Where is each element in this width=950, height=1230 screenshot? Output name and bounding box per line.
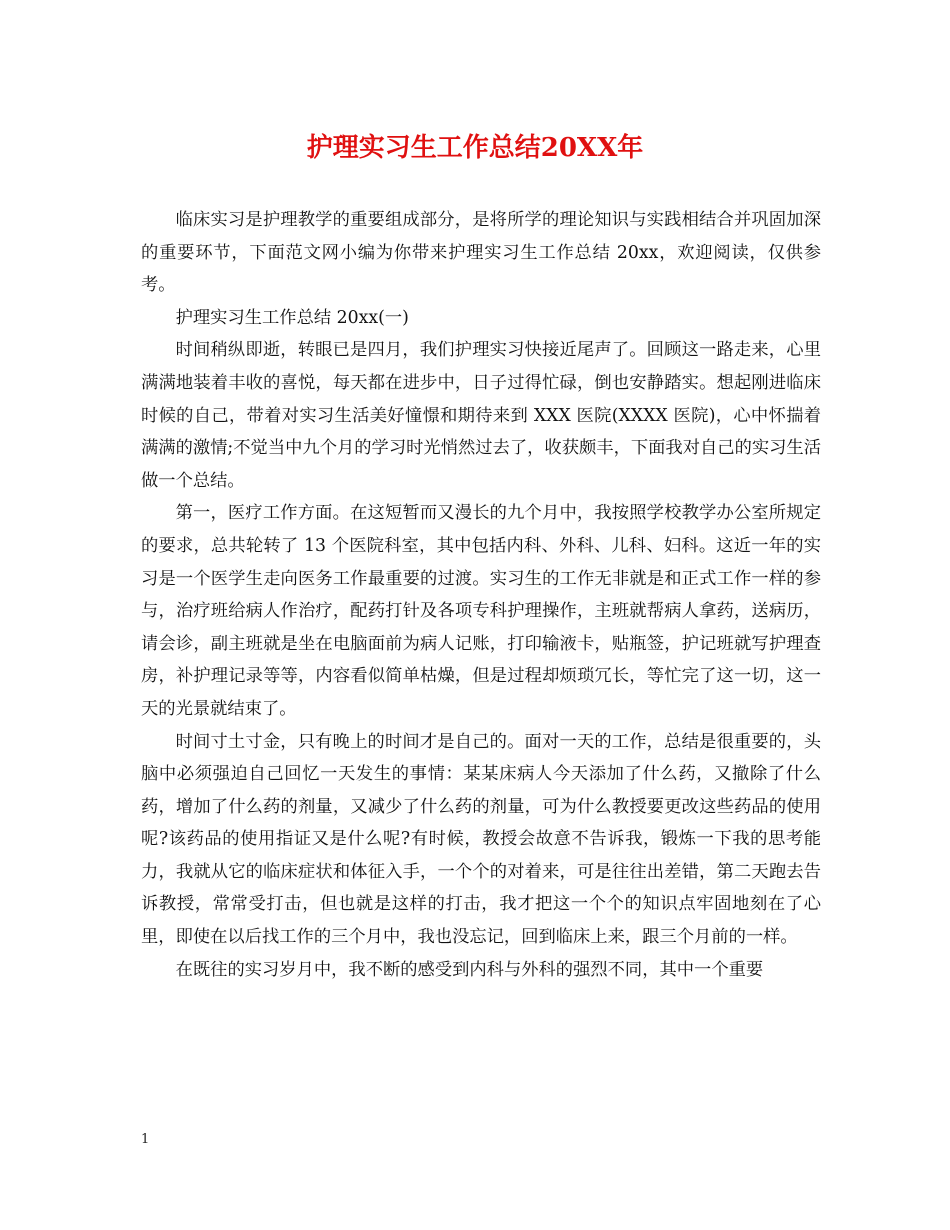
paragraph-2: 第一，医疗工作方面。在这短暂而又漫长的九个月中，我按照学校教学办公室所规定的要求，总共轮转了 13 个医院科室，其中包括内科、外科、儿科、妇科。这近一年的实习是一个医学生走向医务工作最重要的过渡。实习生的工作无非就是和正式工作一样的参与，治疗班给病人作治疗，配药打针及各项专科护理操作，主班就帮病人拿药，送病历，请会诊，副主班就是坐在电脑面前为病人记账，打印输液卡，贴瓶签，护记班就写护理查房，补护理记录等等，内容看似简单枯燥，但是过程却烦琐冗长，等忙完了这一切，这一天的光景就结束了。 [141, 503, 821, 719]
document-title: 护理实习生工作总结20XX年 [306, 133, 644, 163]
paragraph-1: 时间稍纵即逝，转眼已是四月，我们护理实习快接近尾声了。回顾这一路走来，心里满满地装着丰收的喜悦，每天都在进步中，日子过得忙碌，倒也安静踏实。想起刚进临床时候的自己，带着对实习生活美好憧憬和期待来到 XXX 医院(XXXX 医院)，心中怀揣着满满的激情;不觉当中九个月的学习时光悄然过去了，收获颇丰，下面我对自己的实习生活做一个总结。 [141, 340, 821, 491]
paragraph-4: 在既往的实习岁月中，我不断的感受到内科与外科的强烈不同，其中一个重要 [175, 959, 764, 980]
page-number: 1 [141, 1132, 150, 1147]
paragraph-3: 时间寸土寸金，只有晚上的时间才是自己的。面对一天的工作，总结是很重要的，头脑中必须强迫自己回忆一天发生的事情：某某床病人今天添加了什么药，又撤除了什么药，增加了什么药的剂量，又减少了什么药的剂量，可为什么教授要更改这些药品的使用呢?该药品的使用指证又是什么呢?有时候，教授会故意不告诉我，锻炼一下我的思考能力，我就从它的临床症状和体征入手，一个个的对着来，可是往往出差错，第二天跑去告诉教授，常常受打击，但也就是这样的打击，我才把这一个个的知识点牢固地刻在了心里，即使在以后找工作的三个月中，我也没忘记，回到临床上来，跟三个月前的一样。 [141, 731, 821, 948]
section-heading: 护理实习生工作总结 20xx(一) [175, 307, 409, 328]
paragraph-intro: 临床实习是护理教学的重要组成部分，是将所学的理论知识与实践相结合并巩固加深的重要环节，下面范文网小编为你带来护理实习生工作总结 20xx，欢迎阅读，仅供参考。 [141, 210, 821, 296]
document-body [141, 204, 821, 986]
